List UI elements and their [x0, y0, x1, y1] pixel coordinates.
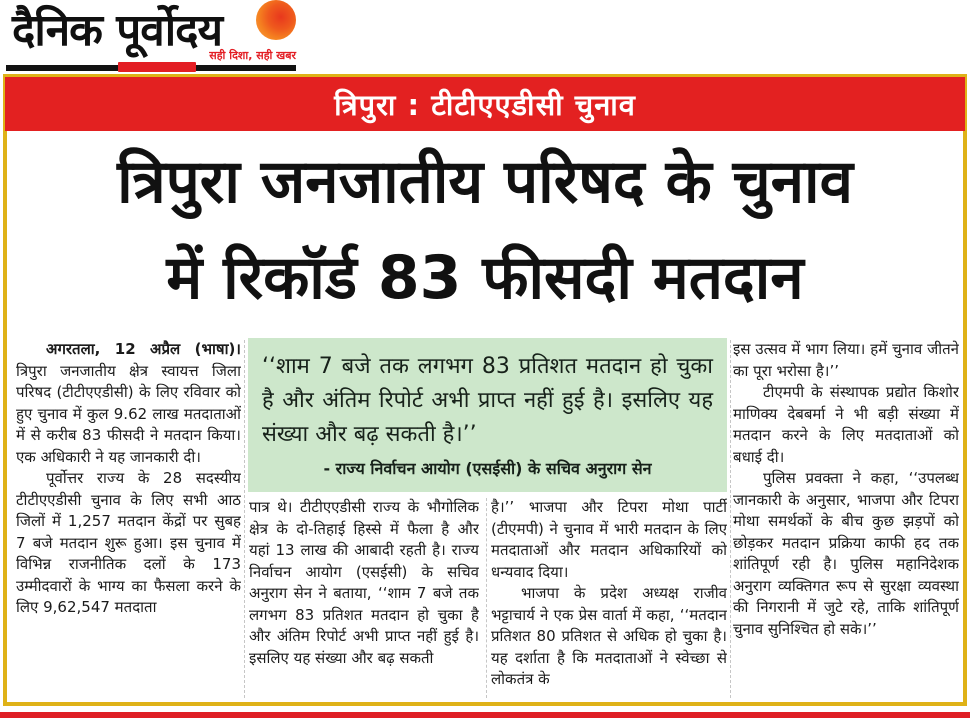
kicker-label: त्रिपुरा : टीटीएएडीसी चुनाव [334, 87, 636, 122]
newspaper-logo: दैनिक पूर्वोदय [12, 5, 223, 56]
headline [10, 134, 960, 330]
column-divider [486, 498, 487, 698]
paragraph: पुलिस प्रवक्ता ने कहा, ‘‘उपलब्ध जानकारी के अनुसार, भाजपा और टिपरा मोथा समर्थकों के बीच कुछ झड़पों को छोड़कर मतदान प्रक्रिया काफी हद तक शांतिपूर्ण रही है। पुलिस महानिदेशक अनुराग व्यक्तिगत रूप से सुरक्षा व्यवस्था की निगरानी में जुटे रहे, ताकि शांतिपूर्ण चुनाव सुनिश्चित हो सके।’’ [733, 469, 959, 638]
paragraph: टीएमपी के संस्थापक प्रद्योत किशोर माणिक्य देबबर्मा ने भी बड़ी संख्या में मतदान करने के लिए मतदाताओं को बधाई दी। [733, 383, 959, 466]
logo-sun-icon [256, 0, 296, 40]
masthead [0, 0, 970, 73]
pull-quote-box [248, 338, 727, 492]
article-column-2 [249, 497, 479, 699]
newspaper-tagline: सही दिशा, सही खबर [209, 49, 296, 62]
column-divider [730, 340, 731, 698]
pull-quote-attribution: - राज्य निर्वाचन आयोग (एसईसी) के सचिव अनुराग सेन [323, 459, 652, 478]
column-divider [244, 340, 245, 698]
dateline-lead: अगरतला, 12 अप्रैल (भाषा)। [46, 340, 241, 358]
pull-quote-text: ‘‘शाम 7 बजे तक लगभग 83 प्रतिशत मतदान हो चुका है और अंतिम रिपोर्ट अभी प्राप्त नहीं हुई है। इसलिए यह संख्या और बढ़ सकती है।’’ [262, 354, 713, 447]
paragraph: है।’’ भाजपा और टिपरा मोथा पार्टी (टीएमपी) ने चुनाव में भारी मतदान के लिए मतदाताओं और मतदान अधिकारियों को धन्यवाद दिया। [491, 498, 727, 581]
paragraph: पूर्वोत्तर राज्य के 28 सदस्यीय टीटीएएडीसी चुनाव के लिए सभी आठ जिलों में 1,257 मतदान केंद्रों पर सुबह 7 बजे मतदान शुरू हुआ। इस चुनाव में विभिन्न राजनीतिक दलों के 173 उम्मीदवारों के भाग्य का फैसला करने के लिए 9,62,547 मतदाता [16, 469, 241, 616]
article-column-3 [491, 497, 727, 699]
paragraph-dateline [16, 339, 241, 468]
headline-line-2: में रिकॉर्ड 83 फीसदी मतदान [166, 243, 804, 313]
edition-strip [118, 62, 196, 72]
bottom-rule [0, 712, 970, 718]
paragraph: पात्र थे। टीटीएएडीसी राज्य के भौगोलिक क्षेत्र के दो-तिहाई हिस्से में फैला है और यहां 13 लाख की आबादी रहती है। राज्य निर्वाचन आयोग (एसईसी) के सचिव अनुराग सेन ने बताया, ‘‘शाम 7 बजे तक लगभग 83 प्रतिशत मतदान हो चुका है और अंतिम रिपोर्ट अभी प्राप्त नहीं हुई है। इसलिए यह संख्या और बढ़ सकती [249, 498, 479, 667]
kicker-banner [5, 77, 965, 131]
paragraph-text: त्रिपुरा जनजातीय क्षेत्र स्वायत्त जिला परिषद (टीटीएएडीसी) के लिए रविवार को हुए चुनाव में कुल 9.62 लाख मतदाताओं में से करीब 83 फीसदी ने मतदान किया। एक अधिकारी ने यह जानकारी दी। [16, 361, 241, 466]
headline-line-1: त्रिपुरा जनजातीय परिषद के चुनाव [117, 147, 853, 217]
paragraph: इस उत्सव में भाग लिया। हमें चुनाव जीतने का पूरा भरोसा है।’’ [733, 340, 959, 380]
article-column-4 [733, 339, 959, 699]
paragraph: भाजपा के प्रदेश अध्यक्ष राजीव भट्टाचार्य ने एक प्रेस वार्ता में कहा, ‘‘मतदान प्रतिशत 80 प्रतिशत से अधिक हो चुका है। यह दर्शाता है कि मतदाताओं ने स्वेच्छा से लोकतंत्र के [491, 584, 727, 688]
article-column-1 [16, 339, 241, 699]
